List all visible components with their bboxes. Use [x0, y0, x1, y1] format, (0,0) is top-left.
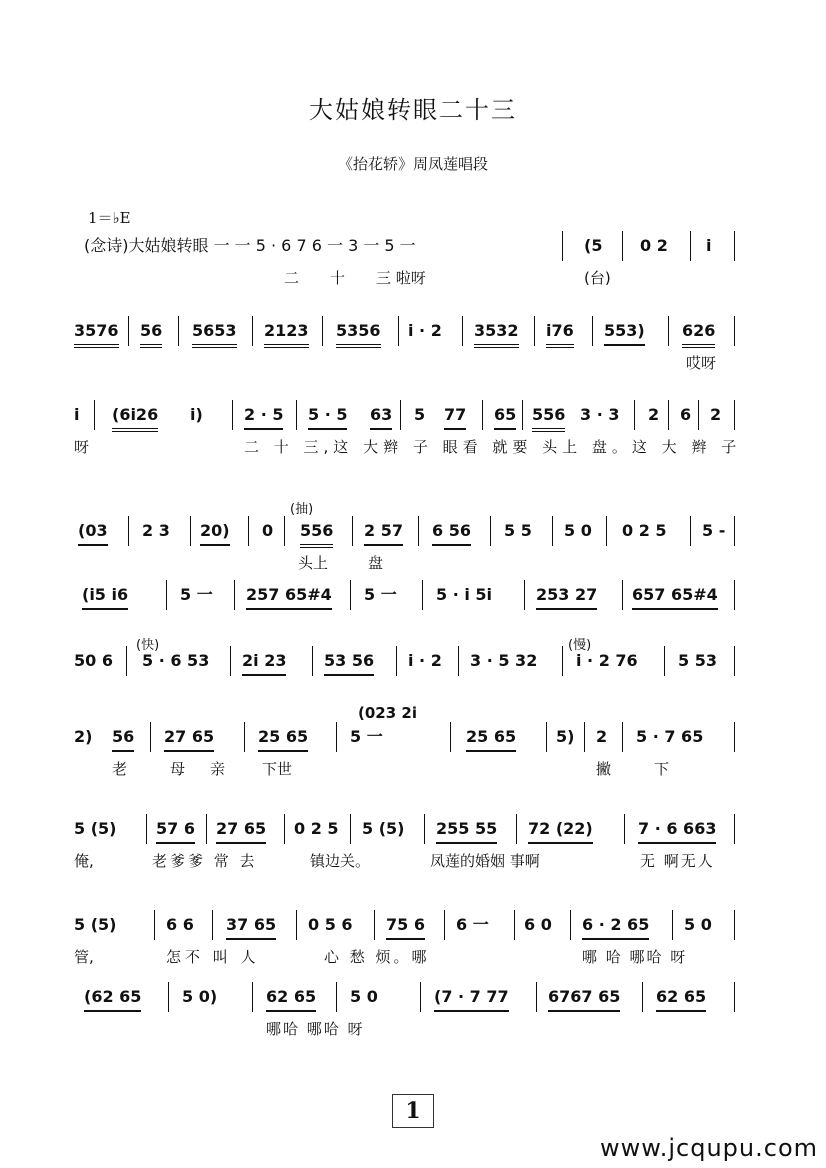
- barline: [734, 400, 735, 430]
- lyric: (台): [584, 269, 611, 287]
- measure: i · 2 76: [576, 651, 638, 670]
- barline: [166, 580, 167, 610]
- barline: [698, 400, 699, 430]
- barline: [462, 316, 463, 346]
- measure: 5356: [336, 318, 381, 348]
- measure: 53 56: [324, 648, 374, 676]
- barline: [450, 722, 451, 752]
- barline: [400, 400, 401, 430]
- measure: (6i26: [112, 402, 158, 432]
- lyric: 心 愁 烦。哪: [324, 948, 430, 966]
- lyric-line: [0, 267, 826, 289]
- lyric: 十: [330, 269, 346, 287]
- barline: [168, 982, 169, 1012]
- barline: [734, 316, 735, 346]
- lyric: 凤莲的婚姻 事啊: [430, 852, 540, 870]
- measure: 27 65: [216, 816, 266, 844]
- measure: 5 53: [678, 651, 717, 670]
- barline: [126, 646, 127, 676]
- barline: [336, 722, 337, 752]
- barline: [150, 722, 151, 752]
- measure: 20): [200, 518, 230, 546]
- barline: [190, 516, 191, 546]
- measure: 2: [648, 405, 660, 424]
- barline: [546, 722, 547, 752]
- barline: [734, 910, 735, 940]
- lyric: 呀: [74, 438, 90, 456]
- barline: [234, 580, 235, 610]
- barline: [672, 910, 673, 940]
- barline: [284, 516, 285, 546]
- lyric: 老: [112, 760, 128, 778]
- lyric: 怎不 叫 人: [166, 948, 260, 966]
- barline: [584, 722, 585, 752]
- measure: 72 (22): [528, 816, 593, 844]
- performance-mark: (抽): [290, 502, 314, 517]
- measure: i: [74, 405, 80, 424]
- barline: [592, 316, 593, 346]
- barline: [212, 910, 213, 940]
- lyric: 盘: [368, 554, 384, 572]
- performance-mark: (023 2i: [358, 704, 417, 722]
- notation-line: [0, 318, 826, 344]
- lyric: 无 啊无人: [640, 852, 715, 870]
- barline: [206, 814, 207, 844]
- measure: 56: [112, 724, 134, 752]
- barline: [296, 910, 297, 940]
- barline: [458, 646, 459, 676]
- barline: [516, 814, 517, 844]
- measure: 5 (5): [74, 915, 117, 934]
- barline: [352, 516, 353, 546]
- barline: [312, 646, 313, 676]
- measure: 3576: [74, 318, 119, 348]
- measure: 6767 65: [548, 984, 620, 1012]
- barline: [420, 982, 421, 1012]
- measure: i): [190, 405, 203, 424]
- measure: 25 65: [466, 724, 516, 752]
- score-system: [0, 984, 826, 1044]
- measure: i76: [546, 318, 574, 348]
- notation-line: [0, 724, 826, 750]
- barline: [606, 516, 607, 546]
- barline: [322, 316, 323, 346]
- score-system: [0, 582, 826, 642]
- lyric: 老爹爹 常 去: [152, 852, 258, 870]
- lyric: 亲: [210, 760, 226, 778]
- notation-line: [0, 912, 826, 938]
- notation-line: [0, 233, 826, 259]
- measure: 3 · 3: [580, 405, 620, 424]
- score-system: [0, 816, 826, 876]
- measure: 2 · 5: [244, 402, 283, 430]
- lyric: 三 啦呀: [376, 269, 426, 287]
- measure: 2 3: [142, 521, 170, 540]
- measure: 5 5: [504, 521, 532, 540]
- barline: [232, 400, 233, 430]
- measure: 5 0: [564, 521, 592, 540]
- barline: [444, 910, 445, 940]
- measure: 5): [556, 727, 575, 746]
- lyric: 俺,: [74, 852, 94, 870]
- barline: [668, 316, 669, 346]
- barline: [336, 982, 337, 1012]
- barline: [424, 814, 425, 844]
- notation-line: [0, 402, 826, 428]
- measure: 5 0: [684, 915, 712, 934]
- performance-mark: (慢): [568, 638, 592, 653]
- score-system: [0, 638, 826, 708]
- measure: 255 55: [436, 816, 497, 844]
- barline: [552, 516, 553, 546]
- measure: 2): [74, 727, 93, 746]
- measure: i · 2: [408, 321, 442, 340]
- barline: [534, 316, 535, 346]
- barline: [128, 316, 129, 346]
- notation-line: [0, 648, 826, 674]
- measure: 6: [680, 405, 692, 424]
- score-system: [0, 318, 826, 378]
- barline: [514, 910, 515, 940]
- barline: [396, 646, 397, 676]
- measure: 6 一: [456, 915, 489, 934]
- measure: 2 57: [364, 518, 403, 546]
- measure: 65: [494, 402, 516, 430]
- barline: [490, 516, 491, 546]
- measure: 6 6: [166, 915, 194, 934]
- measure: 56: [140, 318, 162, 348]
- measure: 2i 23: [242, 648, 286, 676]
- barline: [624, 814, 625, 844]
- site-watermark: www.jcqupu.com: [600, 1134, 818, 1162]
- measure: (03: [78, 518, 108, 546]
- barline: [690, 231, 691, 261]
- measure: 5 -: [702, 521, 726, 540]
- measure: 6 0: [524, 915, 552, 934]
- barline: [536, 982, 537, 1012]
- notation-line: [0, 984, 826, 1010]
- notation-line: [0, 816, 826, 842]
- barline: [668, 400, 669, 430]
- lyric: 下: [654, 760, 670, 778]
- measure: 556: [532, 402, 565, 432]
- barline: [248, 516, 249, 546]
- measure: 27 65: [164, 724, 214, 752]
- measure: (7 · 7 77: [434, 984, 509, 1012]
- measure: 5 (5): [362, 819, 405, 838]
- measure: (5: [584, 236, 603, 255]
- measure: 0 5 6: [308, 915, 353, 934]
- barline: [562, 231, 563, 261]
- measure: 7 · 6 663: [638, 816, 716, 844]
- barline: [734, 516, 735, 546]
- lyric: 镇边关。: [310, 852, 371, 870]
- lyric: 下世: [262, 760, 293, 778]
- measure: 57 6: [156, 816, 195, 844]
- lyric-line: [0, 850, 826, 872]
- barline: [244, 722, 245, 752]
- barline: [734, 646, 735, 676]
- lyric-line: [0, 552, 826, 574]
- measure: 77: [444, 402, 466, 430]
- measure: 0 2 5: [294, 819, 339, 838]
- barline: [154, 910, 155, 940]
- barline: [690, 516, 691, 546]
- measure: 626: [682, 318, 715, 348]
- barline: [230, 646, 231, 676]
- measure: 0 2 5: [622, 521, 667, 540]
- measure: 5653: [192, 318, 237, 348]
- measure: i: [706, 236, 712, 255]
- measure: 5 0): [182, 987, 218, 1006]
- lyric: 哎呀: [686, 354, 717, 372]
- barline: [252, 982, 253, 1012]
- barline: [296, 400, 297, 430]
- barline: [524, 580, 525, 610]
- lyric: 哪哈 哪哈 呀: [266, 1020, 365, 1038]
- measure: 5 · 5: [308, 402, 347, 430]
- measure: 37 65: [226, 912, 276, 940]
- measure: 5 一: [350, 727, 383, 746]
- barline: [622, 722, 623, 752]
- measure: 0 2: [640, 236, 668, 255]
- measure: (念诗)大姑娘转眼 一 一 5 · 6 7 6 一 3 一 5 一: [84, 236, 416, 255]
- measure: 553): [604, 318, 645, 346]
- measure: 5 一: [180, 585, 213, 604]
- measure: 63: [370, 402, 392, 430]
- page-number: 1: [392, 1094, 434, 1128]
- page-subtitle: 《抬花轿》周凤莲唱段: [337, 155, 488, 173]
- measure: 5 一: [364, 585, 397, 604]
- measure: 2: [710, 405, 722, 424]
- measure: 556: [300, 518, 333, 548]
- barline: [418, 516, 419, 546]
- barline: [734, 580, 735, 610]
- barline: [622, 580, 623, 610]
- measure: 25 65: [258, 724, 308, 752]
- barline: [734, 814, 735, 844]
- barline: [562, 646, 563, 676]
- lyric: 管,: [74, 948, 94, 966]
- measure: (i5 i6: [82, 582, 128, 610]
- lyric: 头上: [298, 554, 329, 572]
- barline: [350, 580, 351, 610]
- lyric: 母: [170, 760, 186, 778]
- measure: 6 · 2 65: [582, 912, 649, 940]
- measure: (62 65: [84, 984, 141, 1012]
- notation-line: [0, 582, 826, 608]
- barline: [178, 316, 179, 346]
- measure: 5 · 7 65: [636, 727, 704, 746]
- barline: [642, 982, 643, 1012]
- barline: [734, 231, 735, 261]
- barline: [622, 231, 623, 261]
- score-system: [0, 402, 826, 462]
- barline: [482, 400, 483, 430]
- barline: [734, 722, 735, 752]
- barline: [522, 400, 523, 430]
- barline: [422, 580, 423, 610]
- barline: [398, 316, 399, 346]
- measure: 0: [262, 521, 274, 540]
- measure: 3 · 5 32: [470, 651, 538, 670]
- measure: 75 6: [386, 912, 425, 940]
- measure: 257 65#4: [246, 582, 332, 610]
- score-system: [0, 233, 826, 293]
- measure: 50 6: [74, 651, 113, 670]
- lyric: 二: [284, 269, 300, 287]
- score-system: [0, 502, 826, 578]
- measure: 62 65: [656, 984, 706, 1012]
- lyric: 二 十 三,这 大辫 子 眼看 就要 头上 盘。这 大 辫 子: [244, 438, 742, 456]
- lyric: 哪 哈 哪哈 呀: [582, 948, 688, 966]
- lyric-line: [0, 758, 826, 780]
- measure: 253 27: [536, 582, 597, 610]
- score-system: [0, 912, 826, 972]
- measure: 5 · 6 53: [142, 651, 210, 670]
- measure: 62 65: [266, 984, 316, 1012]
- score-system: [0, 704, 826, 784]
- lyric-line: [0, 1018, 826, 1040]
- lyric-line: [0, 436, 826, 458]
- barline: [664, 646, 665, 676]
- barline: [94, 400, 95, 430]
- key-signature: 1＝♭E: [88, 209, 131, 227]
- notation-line: [0, 518, 826, 544]
- measure: 5 · i 5i: [436, 585, 493, 604]
- measure: 657 65#4: [632, 582, 718, 610]
- measure: 2123: [264, 318, 309, 348]
- measure: 3532: [474, 318, 519, 348]
- page-title: 大姑娘转眼二十三: [309, 96, 517, 124]
- performance-mark: (快): [136, 638, 160, 653]
- lyric-line: [0, 946, 826, 968]
- measure: 5 (5): [74, 819, 117, 838]
- lyric: 撇: [596, 760, 612, 778]
- barline: [350, 814, 351, 844]
- barline: [252, 316, 253, 346]
- barline: [634, 400, 635, 430]
- measure: 5 0: [350, 987, 378, 1006]
- barline: [570, 910, 571, 940]
- barline: [146, 814, 147, 844]
- barline: [734, 982, 735, 1012]
- measure: 2: [596, 727, 608, 746]
- barline: [128, 516, 129, 546]
- measure: i · 2: [408, 651, 442, 670]
- barline: [284, 814, 285, 844]
- measure: 6 56: [432, 518, 471, 546]
- measure: 5: [414, 405, 426, 424]
- lyric-line: [0, 352, 826, 374]
- barline: [374, 910, 375, 940]
